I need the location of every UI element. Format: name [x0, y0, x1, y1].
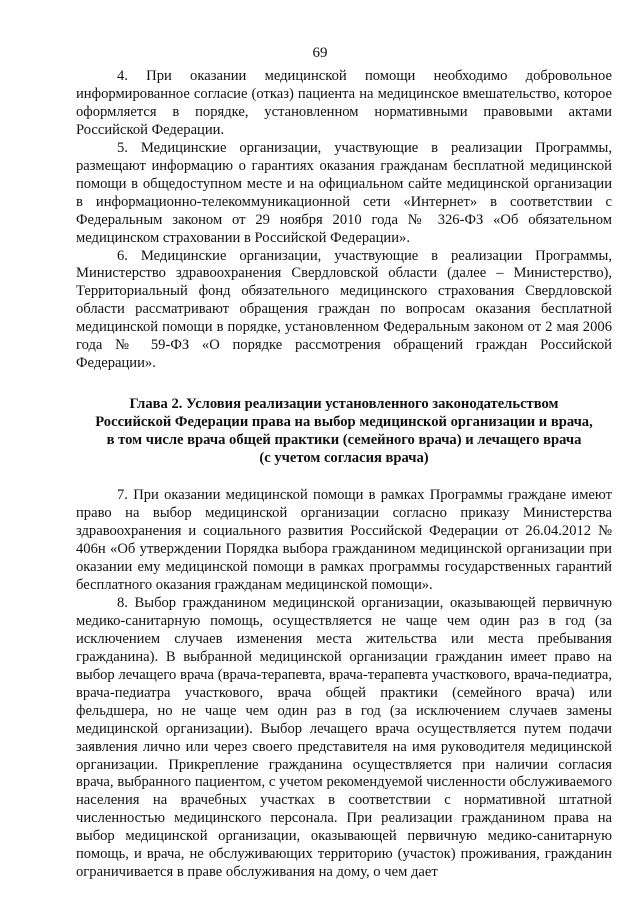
- chapter-title-line: в том числе врача общей практики (семейного врача) и лечащего врача: [106, 432, 582, 449]
- chapter-title: [76, 395, 612, 467]
- document-body: [76, 68, 612, 882]
- chapter-title-line: Глава 2. Условия реализации установленного законодательством: [129, 396, 559, 413]
- chapter-title-line: Российской Федерации права на выбор медицинской организации и врача,: [95, 414, 593, 431]
- paragraph-4: 4. При оказании медицинской помощи необходимо добровольное информированное согласие (отказ) пациента на медицинское вмешательство, которое оформляется в порядке, установленном нормативными правовыми актами Российской Федерации.: [76, 68, 612, 138]
- chapter-title-line: (с учетом согласия врача): [259, 450, 429, 467]
- page-number: 69: [312, 45, 328, 61]
- paragraph-6: 6. Медицинские организации, участвующие в реализации Программы, Министерство здравоохранения Свердловской области (далее – Министерство), Территориальный фонд обязательного медицинского страхования Свердловской области рассматривают обращения граждан по вопросам оказания бесплатной медицинской помощи в порядке, установленном Федеральным законом от 2 мая 2006 года № 59-ФЗ «О порядке рассмотрения обращений граждан Российской Федерации».: [76, 247, 612, 372]
- paragraph-5: 5. Медицинские организации, участвующие в реализации Программы, размещают информацию о гарантиях оказания гражданам бесплатной медицинской помощи в общедоступном месте и на официальном сайте медицинской организации в информационно-телекоммуникационной сети «Интернет» в соответствии с Федеральным законом от 29 ноября 2010 года № 326-ФЗ «Об обязательном медицинском страховании в Российской Федерации».: [76, 139, 612, 246]
- paragraph-7: 7. При оказании медицинской помощи в рамках Программы граждане имеют право на выбор медицинской организации согласно приказу Министерства здравоохранения и социального развития Российской Федерации от 26.04.2012 № 406н «Об утверждении Порядка выбора гражданином медицинской организации при оказании ему медицинской помощи в рамках программы государственных гарантий бесплатного оказания гражданам медицинской помощи».: [76, 487, 612, 593]
- paragraph-8: 8. Выбор гражданином медицинской организации, оказывающей первичную медико-санитарную помощь, осуществляется не чаще чем один раз в год (за исключением случаев изменения места жительства или места пребывания гражданина). В выбранной медицинской организации гражданин имеет право на выбор лечащего врача (врача-терапевта, врача-терапевта участкового, врача-педиатра, врача-педиатра участкового, врача общей практики (семейного врача) или фельдшера, но не чаще чем один раз в год (за исключением случаев замены медицинской организации). Выбор лечащего врача осуществляется путем подачи заявления лично или через своего представителя на имя руководителя медицинской организации. Прикрепление гражданина осуществляется при наличии согласия врача, выбранного пациентом, с учетом рекомендуемой численности обслуживаемого населения на врачебных участках в соответствии с нормативной штатной численностью медицинского персонала. При реализации гражданином права на выбор медицинской организации, оказывающей первичную медико-санитарную помощь, и врача, не обслуживающих территорию (участок) проживания, гражданин ограничивается в праве обслуживания на дому, о чем дает: [76, 594, 612, 881]
